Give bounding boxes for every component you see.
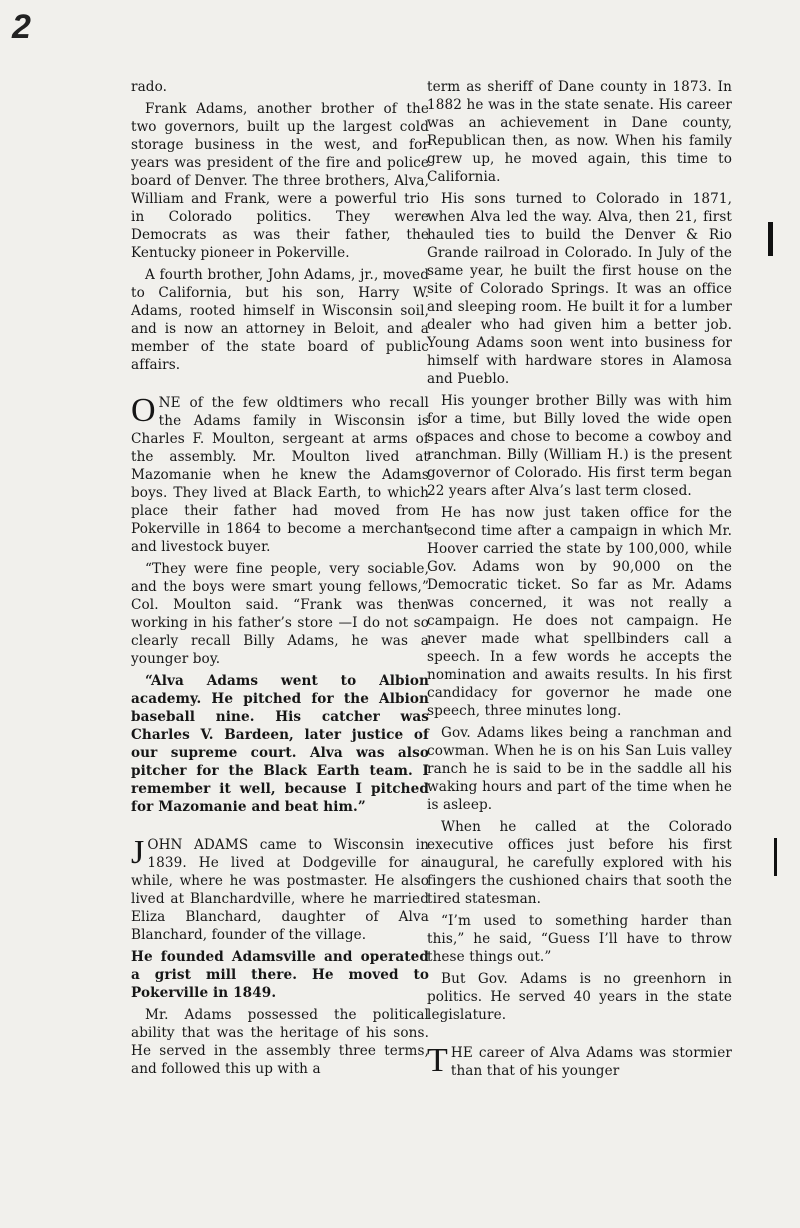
- paragraph-text: career of Alva Adams was stormier than that of his younger: [450, 1045, 732, 1079]
- paragraph: His sons turned to Colorado in 1871, when Alva led the way. Alva, then 21, first hauled ties to build the Denver & Rio Grande railroad in Colorado. In July of the same year, he built the first house on the site of Colorado Springs. It was an office and sleeping room. He built it for a lumber dealer who had given him a better job. Young Adams soon went into business for himself with hardware stores in Alamosa and Pueblo.: [427, 191, 732, 387]
- paragraph: “I’m used to something harder than this,” he said, “Guess I’ll have to throw these things out.”: [427, 913, 732, 965]
- margin-mark-lower: [774, 838, 777, 876]
- drop-cap: O: [131, 392, 156, 429]
- drop-cap: J: [131, 834, 145, 871]
- drop-cap-lead: NE: [158, 395, 181, 411]
- paragraph: [131, 394, 429, 556]
- drop-cap-lead: HE: [450, 1045, 473, 1061]
- paragraph-text: of the few oldtimers who recall the Adams family in Wisconsin is Charles F. Moulton, sergeant at arms of the assembly. Mr. Moulton lived at Mazomanie when he knew the Adams boys. They lived at Black Earth, to which place their father had moved from Pokerville in 1864 to become a merchant and livestock buyer.: [131, 395, 429, 555]
- paragraph: A fourth brother, John Adams, jr., moved to California, but his son, Harry W. Adams, rooted himself in Wisconsin soil, and is now an attorney in Beloit, and a member of the state board of public affairs.: [131, 267, 429, 373]
- paragraph: When he called at the Colorado executive offices just before his first inaugural, he carefully explored with his fingers the cushioned chairs that sooth the tired statesman.: [427, 819, 732, 907]
- paragraph: He has now just taken office for the second time after a campaign in which Mr. Hoover carried the state by 100,000, while Gov. Adams won by 90,000 on the Democratic ticket. So far as Mr. Adams was concerned, it was not really a campaign. He does not campaign. He never made what spellbinders call a speech. In a few words he accepts the nomination and awaits results. In his first candidacy for governor he made one speech, three minutes long.: [427, 505, 732, 719]
- left-column: [131, 78, 429, 1082]
- margin-mark-upper: [768, 222, 773, 256]
- page-number: 2: [12, 8, 31, 46]
- paragraph: “Alva Adams went to Albion academy. He pitched for the Albion baseball nine. His catcher was Charles V. Bardeen, later justice of our supreme court. Alva was also pitcher for the Black Earth team. I remember it well, because I pitched for Mazomanie and beat him.”: [131, 673, 429, 815]
- paragraph: rado.: [131, 79, 168, 95]
- paragraph: Gov. Adams likes being a ranchman and cowman. When he is on his San Luis valley ranch he is said to be in the saddle all his waking hours and part of the time when he is asleep.: [427, 725, 732, 813]
- paragraph: His younger brother Billy was with him for a time, but Billy loved the wide open spaces and chose to become a cowboy and ranchman. Billy (William H.) is the present governor of Colorado. His first term began 22 years after Alva’s last term closed.: [427, 393, 732, 499]
- drop-cap-lead: OHN ADAMS: [147, 837, 249, 853]
- paragraph: [131, 836, 429, 944]
- right-column: [427, 78, 732, 1084]
- paragraph: But Gov. Adams is no greenhorn in politics. He served 40 years in the state legislature.: [427, 971, 732, 1023]
- paragraph: [427, 1044, 732, 1080]
- paragraph: He founded Adamsville and operated a grist mill there. He moved to Pokerville in 1849.: [131, 949, 429, 1001]
- paragraph: term as sheriff of Dane county in 1873. In 1882 he was in the state senate. His career was an achievement in Dane county, Republican then, as now. When his family grew up, he moved again, this time to California.: [427, 79, 732, 185]
- paragraph: Frank Adams, another brother of the two governors, built up the largest cold storage business in the west, and for years was president of the fire and police board of Denver. The three brothers, Alva, William and Frank, were a powerful trio in Colorado politics. They were Democrats as was their father, the Kentucky pioneer in Pokerville.: [131, 101, 429, 261]
- paragraph: Mr. Adams possessed the political ability that was the heritage of his sons. He served in the assembly three terms, and followed this up with a: [131, 1007, 429, 1077]
- paragraph: “They were fine people, very sociable, and the boys were smart young fellows,” Col. Moulton said. “Frank was then working in his father’s store —I do not so clearly recall Billy Adams, he was a younger boy.: [131, 561, 429, 667]
- paragraph-text: came to Wisconsin in 1839. He lived at Dodgeville for a while, where he was postmaster. He also lived at Blanchardville, where he married Eliza Blanchard, daughter of Alva Blanchard, founder of the village.: [131, 837, 429, 943]
- drop-cap: T: [427, 1042, 448, 1079]
